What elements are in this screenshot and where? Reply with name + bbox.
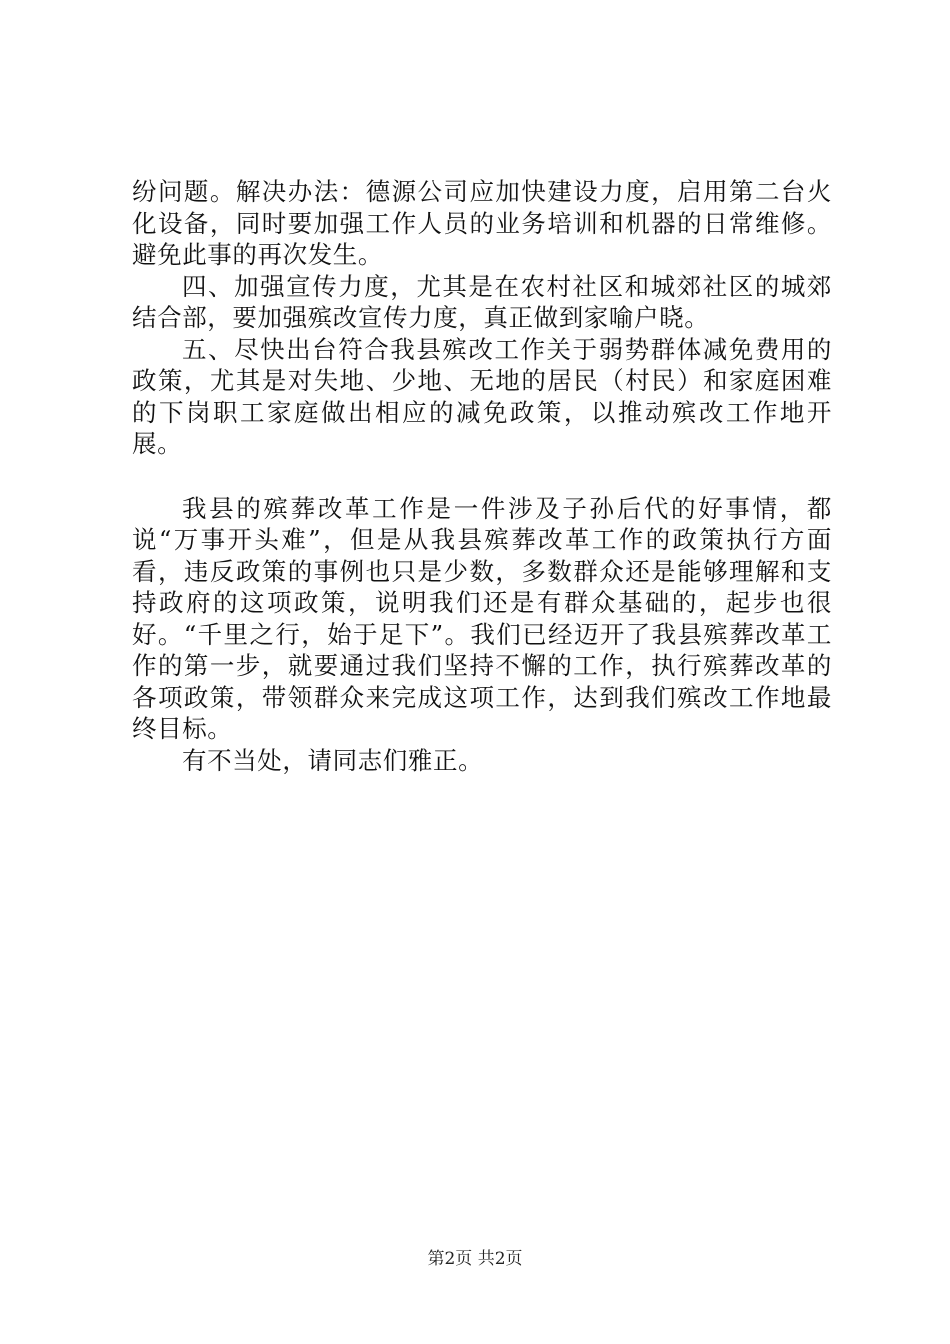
page-number-footer: 第2页 共2页 bbox=[427, 1249, 523, 1269]
document-body bbox=[132, 176, 832, 776]
paragraph-closing: 有不当处，请同志们雅正。 bbox=[182, 745, 484, 775]
paragraph-item-five: 五、尽快出台符合我县殡改工作关于弱势群体减免费用的政策，尤其是对失地、少地、无地的居民（村民）和家庭困难的下岗职工家庭做出相应的减免政策，以推动殡改工作地开展。 bbox=[132, 334, 832, 458]
paragraph-continuation: 纷问题。解决办法：德源公司应加快建设力度，启用第二台火化设备，同时要加强工作人员的业务培训和机器的日常维修。避免此事的再次发生。 bbox=[132, 177, 832, 269]
paragraph-conclusion: 我县的殡葬改革工作是一件涉及子孙后代的好事情，都说“万事开头难”，但是从我县殡葬改革工作的政策执行方面看，违反政策的事例也只是少数，多数群众还是能够理解和支持政府的这项政策，说明我们还是有群众基础的，起步也很好。“千里之行，始于足下”。我们已经迈开了我县殡葬改革工作的第一步，就要通过我们坚持不懈的工作，执行殡葬改革的各项政策，带领群众来完成这项工作，达到我们殡改工作地最终目标。 bbox=[132, 493, 832, 743]
paragraph-spacer bbox=[132, 460, 832, 493]
paragraph-item-four: 四、加强宣传力度，尤其是在农村社区和城郊社区的城郊结合部，要加强殡改宣传力度，真正做到家喻户晓。 bbox=[132, 271, 832, 332]
